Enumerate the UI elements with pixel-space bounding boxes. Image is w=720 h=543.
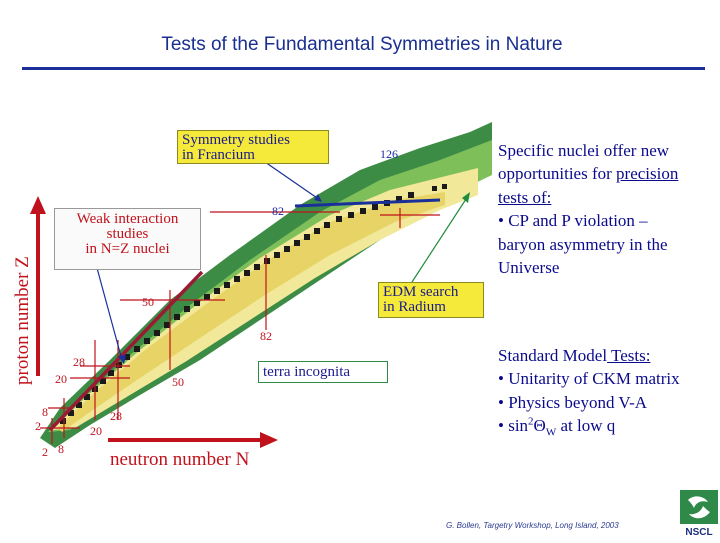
terra-box — [258, 361, 388, 383]
magic-z-8: 8 — [42, 405, 48, 419]
terra-text: terra incognita — [263, 364, 351, 380]
francium-line-1: Symmetry studies — [182, 132, 290, 148]
precision-word: precision — [616, 164, 679, 184]
tests-of-line: tests of: — [498, 187, 552, 207]
magic-n-28: 28 — [110, 409, 122, 423]
francium-line-2: in Francium — [182, 147, 255, 163]
ckm-line: • Unitarity of CKM matrix — [498, 369, 680, 389]
edm-line-1: EDM search — [383, 284, 459, 300]
svg-text:NSCL: NSCL — [685, 527, 713, 538]
x-axis-label: neutron number N — [110, 449, 250, 470]
weak-line-2: studies — [106, 226, 149, 242]
edm-box — [378, 282, 484, 318]
weak-pointer — [97, 268, 122, 360]
nscl-logo — [680, 490, 718, 538]
weak-line-1: Weak interaction — [76, 211, 179, 227]
v-a-line: • Physics beyond V-A — [498, 392, 648, 412]
intro-line-2: opportunities for — [498, 164, 617, 184]
magic-n-2: 2 — [42, 445, 48, 459]
magic-z-50: 50 — [142, 295, 154, 309]
sm-head-a: Standard Model — [498, 346, 608, 365]
slide-title: Tests of the Fundamental Symmetries in Nature — [161, 34, 563, 55]
francium-pointer — [265, 162, 320, 200]
magic-n-126-top: 126 — [380, 147, 398, 161]
y-axis-label: proton number Z — [12, 256, 33, 385]
intro-paragraph — [498, 139, 678, 280]
standard-model-paragraph — [498, 344, 680, 441]
magic-n-50: 50 — [172, 375, 184, 389]
magic-z-20: 20 — [55, 372, 67, 386]
magic-z-28: 28 — [73, 355, 85, 369]
baryon-line: baryon asymmetry in the — [498, 234, 668, 254]
magic-n-8: 8 — [58, 442, 64, 456]
francium-box — [177, 130, 329, 164]
intro-line-1: Specific nuclei offer new — [498, 141, 670, 160]
cp-violation-line: • CP and P violation – — [498, 211, 648, 231]
magic-z-82: 82 — [272, 204, 284, 218]
edm-line-2: in Radium — [383, 299, 446, 315]
weak-line-3: in N=Z nuclei — [85, 241, 170, 257]
credit-line: G. Bollen, Targetry Workshop, Long Island, 2003 — [446, 521, 619, 530]
magic-n-20: 20 — [90, 424, 102, 438]
universe-line: Universe — [498, 258, 560, 278]
magic-z-2: 2 — [35, 419, 41, 433]
sm-head-b: Tests: — [607, 346, 651, 365]
magic-n-82: 82 — [260, 329, 272, 343]
sin-line: • $\sin^2\Theta_W$ at low q — [498, 415, 616, 439]
weak-box — [54, 208, 201, 270]
